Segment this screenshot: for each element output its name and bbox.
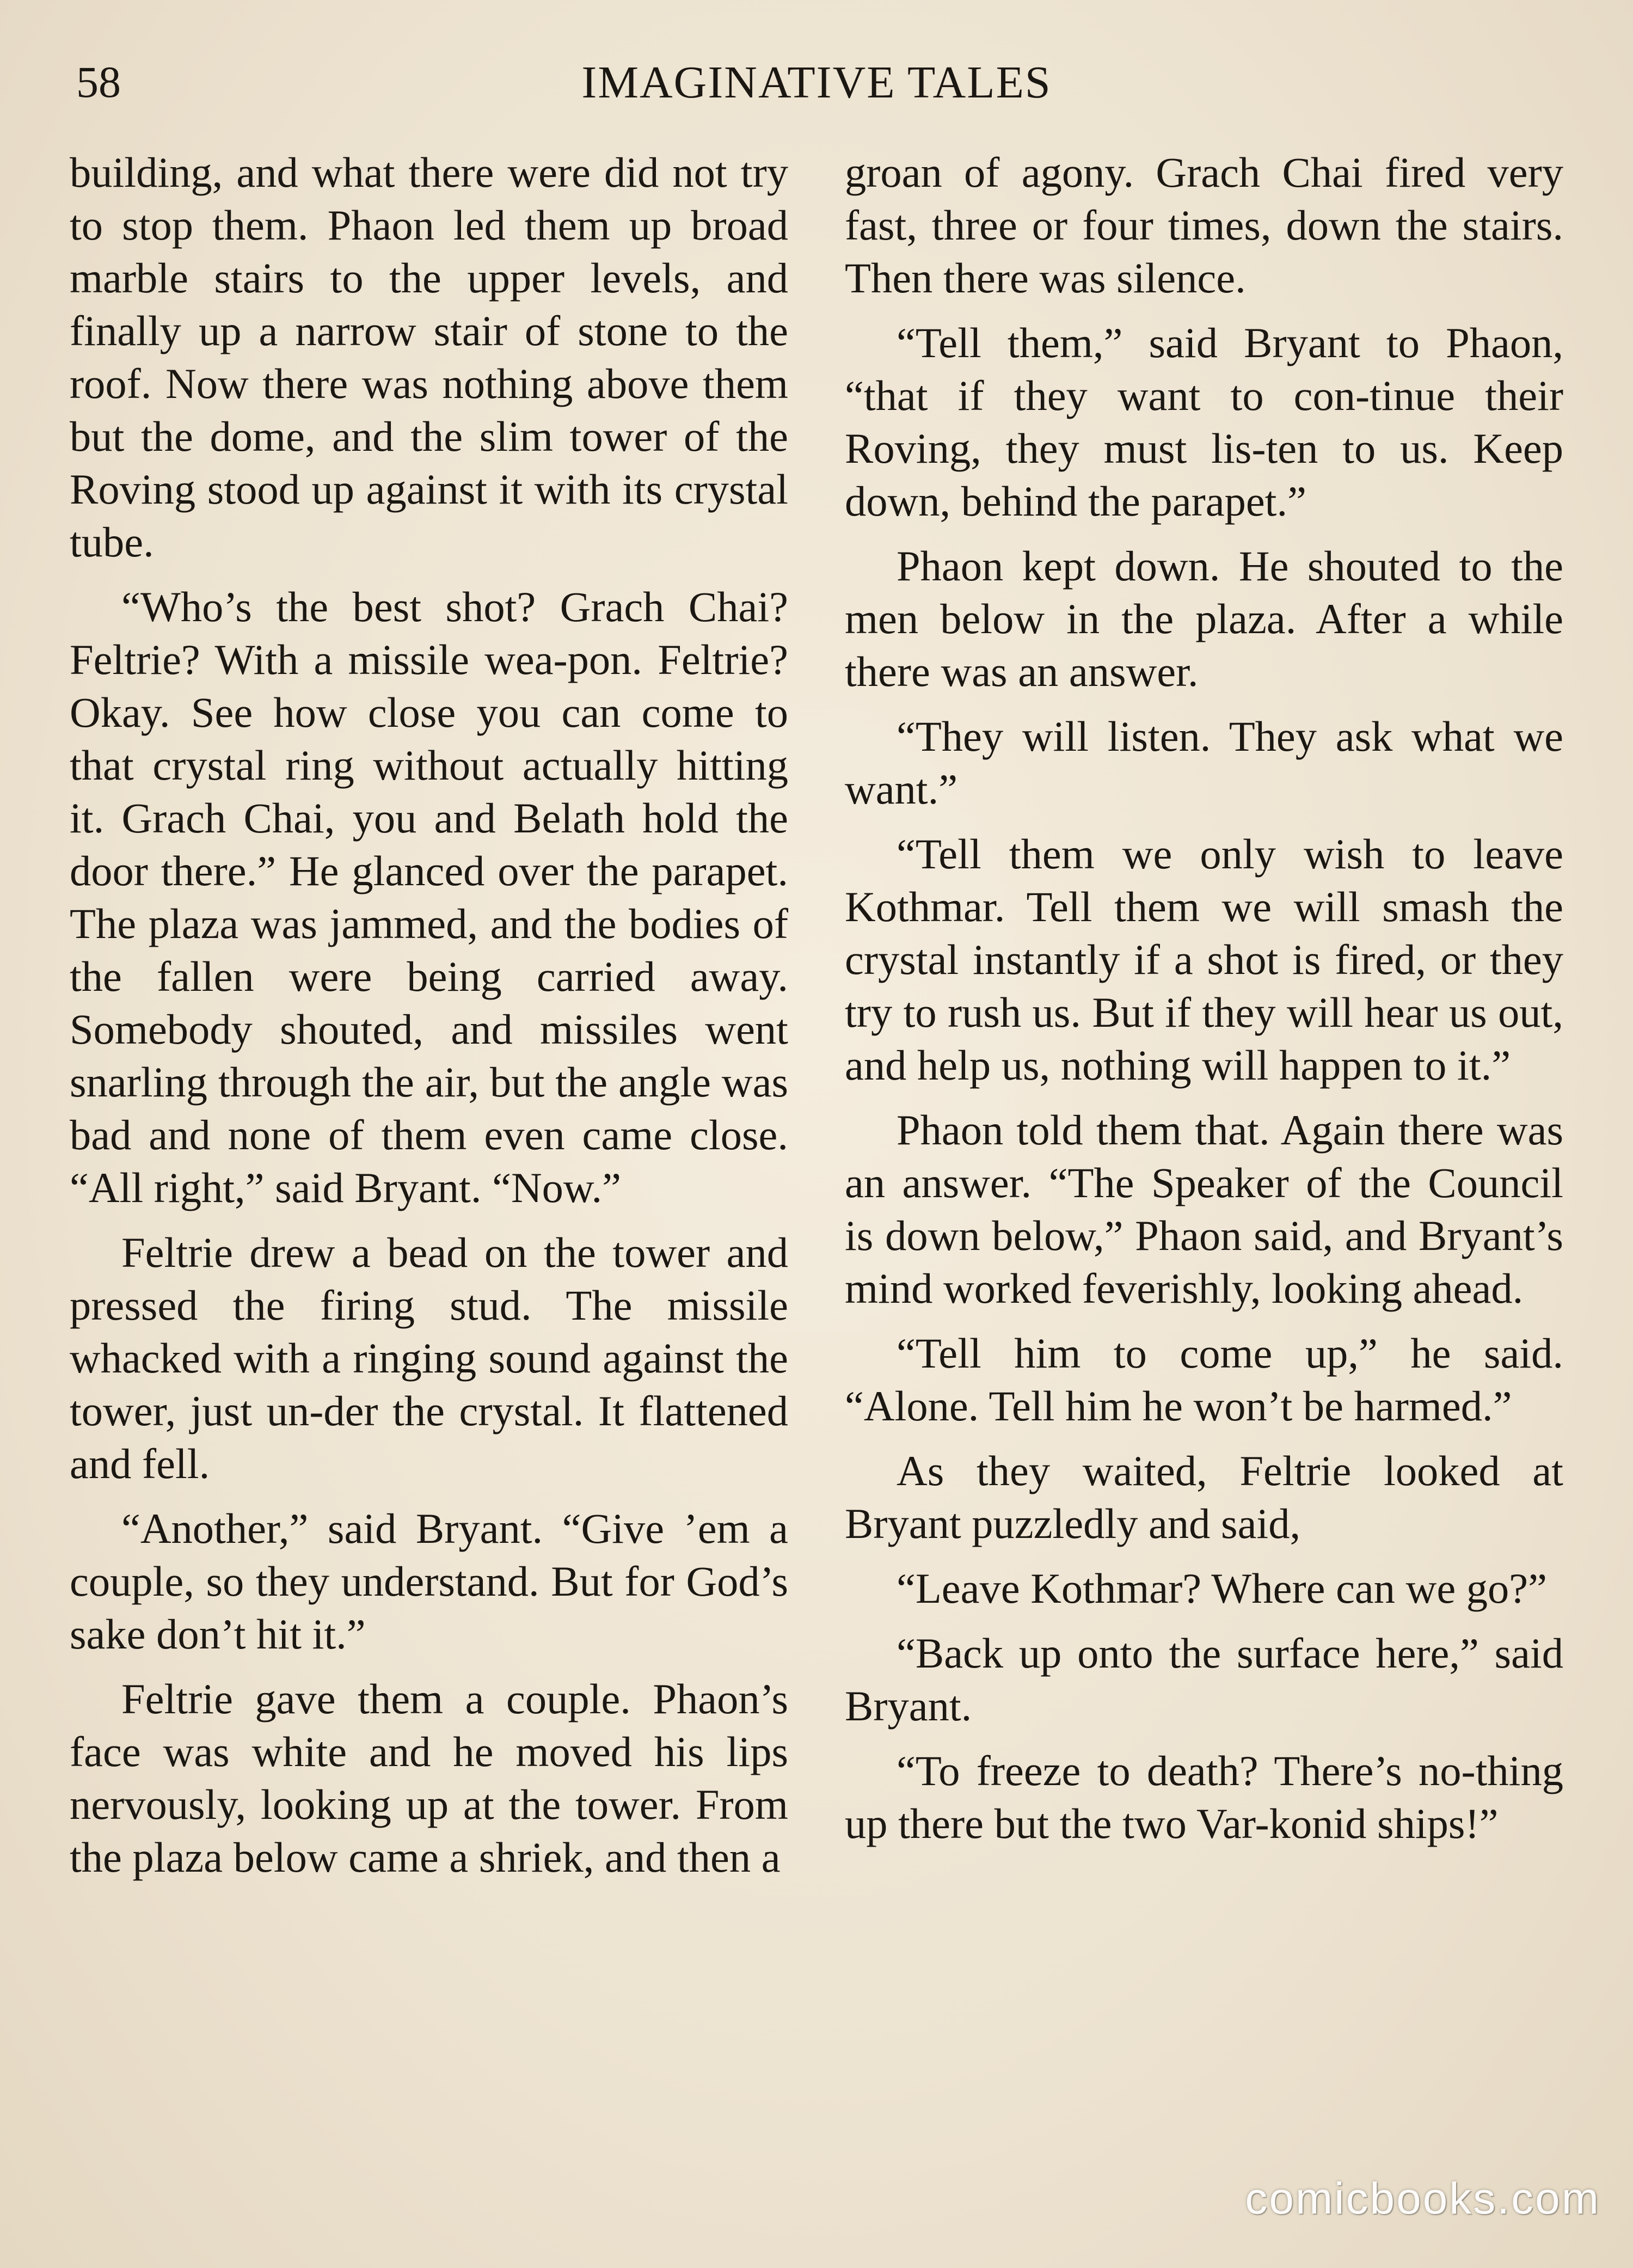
watermark: comicbooks.com (1245, 2174, 1600, 2223)
paragraph: Phaon told them that. Again there was an answer. “The Speaker of the Council is down below,” Phaon said, and Bryant’s mind worked feverishly, looking ahead. (845, 1106, 1563, 1312)
paragraph: building, and what there were did not try to stop them. Phaon led them up broad marble stairs to the upper levels, and finally up a narrow stair of stone to the roof. Now there was nothing above them but the dome, and the slim tower of the Roving stood up against it with its crystal tube. (70, 149, 788, 566)
paragraph: “Who’s the best shot? Grach Chai? Feltrie? With a missile wea-pon. Feltrie? Okay. See how close you can come to that crystal ring without actually hitting it. Grach Chai, you and Belath hold the door there.” He glanced over the parapet. The plaza was jammed, and the bodies of the fallen were being carried away. Somebody shouted, and missiles went snarling through the air, but the angle was bad and none of them even came close. “All right,” said Bryant. “Now.” (70, 583, 788, 1211)
paragraph: “Tell them we only wish to leave Kothmar. Tell them we will smash the crystal instantly if a shot is fired, or they try to rush us. But if they will hear us out, and help us, nothing will happen to it.” (845, 830, 1563, 1089)
running-head: IMAGINATIVE TALES (581, 57, 1052, 108)
left-column (70, 146, 788, 1896)
paragraph: “Tell them,” said Bryant to Phaon, “that if they want to con-tinue their Roving, they must lis-ten to us. Keep down, behind the parapet.” (845, 319, 1563, 525)
paragraph: groan of agony. Grach Chai fired very fast, three or four times, down the stairs. Then there was silence. (845, 149, 1563, 302)
paragraph: “To freeze to death? There’s no-thing up there but the two Var-konid ships!” (845, 1747, 1563, 1847)
paragraph: “Another,” said Bryant. “Give ’em a couple, so they understand. But for God’s sake don’t hit it.” (70, 1505, 788, 1658)
page-header (0, 54, 1633, 114)
paragraph: Feltrie drew a bead on the tower and pressed the firing stud. The missile whacked with a ringing sound against the tower, just un-der the crystal. It flattened and fell. (70, 1229, 788, 1487)
right-column (845, 146, 1563, 1862)
paragraph: “They will listen. They ask what we want.” (845, 713, 1563, 813)
paragraph: “Leave Kothmar? Where can we go?” (897, 1565, 1547, 1612)
paragraph: “Back up onto the surface here,” said Bryant. (845, 1629, 1563, 1730)
paragraph: Feltrie gave them a couple. Phaon’s face was white and he moved his lips nervously, looking up at the tower. From the plaza below came a shriek, and then a (70, 1675, 788, 1881)
paragraph: As they waited, Feltrie looked at Bryant puzzledly and said, (845, 1447, 1563, 1547)
page-number: 58 (76, 57, 121, 107)
paragraph: Phaon kept down. He shouted to the men below in the plaza. After a while there was an answer. (845, 542, 1563, 695)
paragraph: “Tell him to come up,” he said. “Alone. Tell him he won’t be harmed.” (845, 1329, 1563, 1430)
